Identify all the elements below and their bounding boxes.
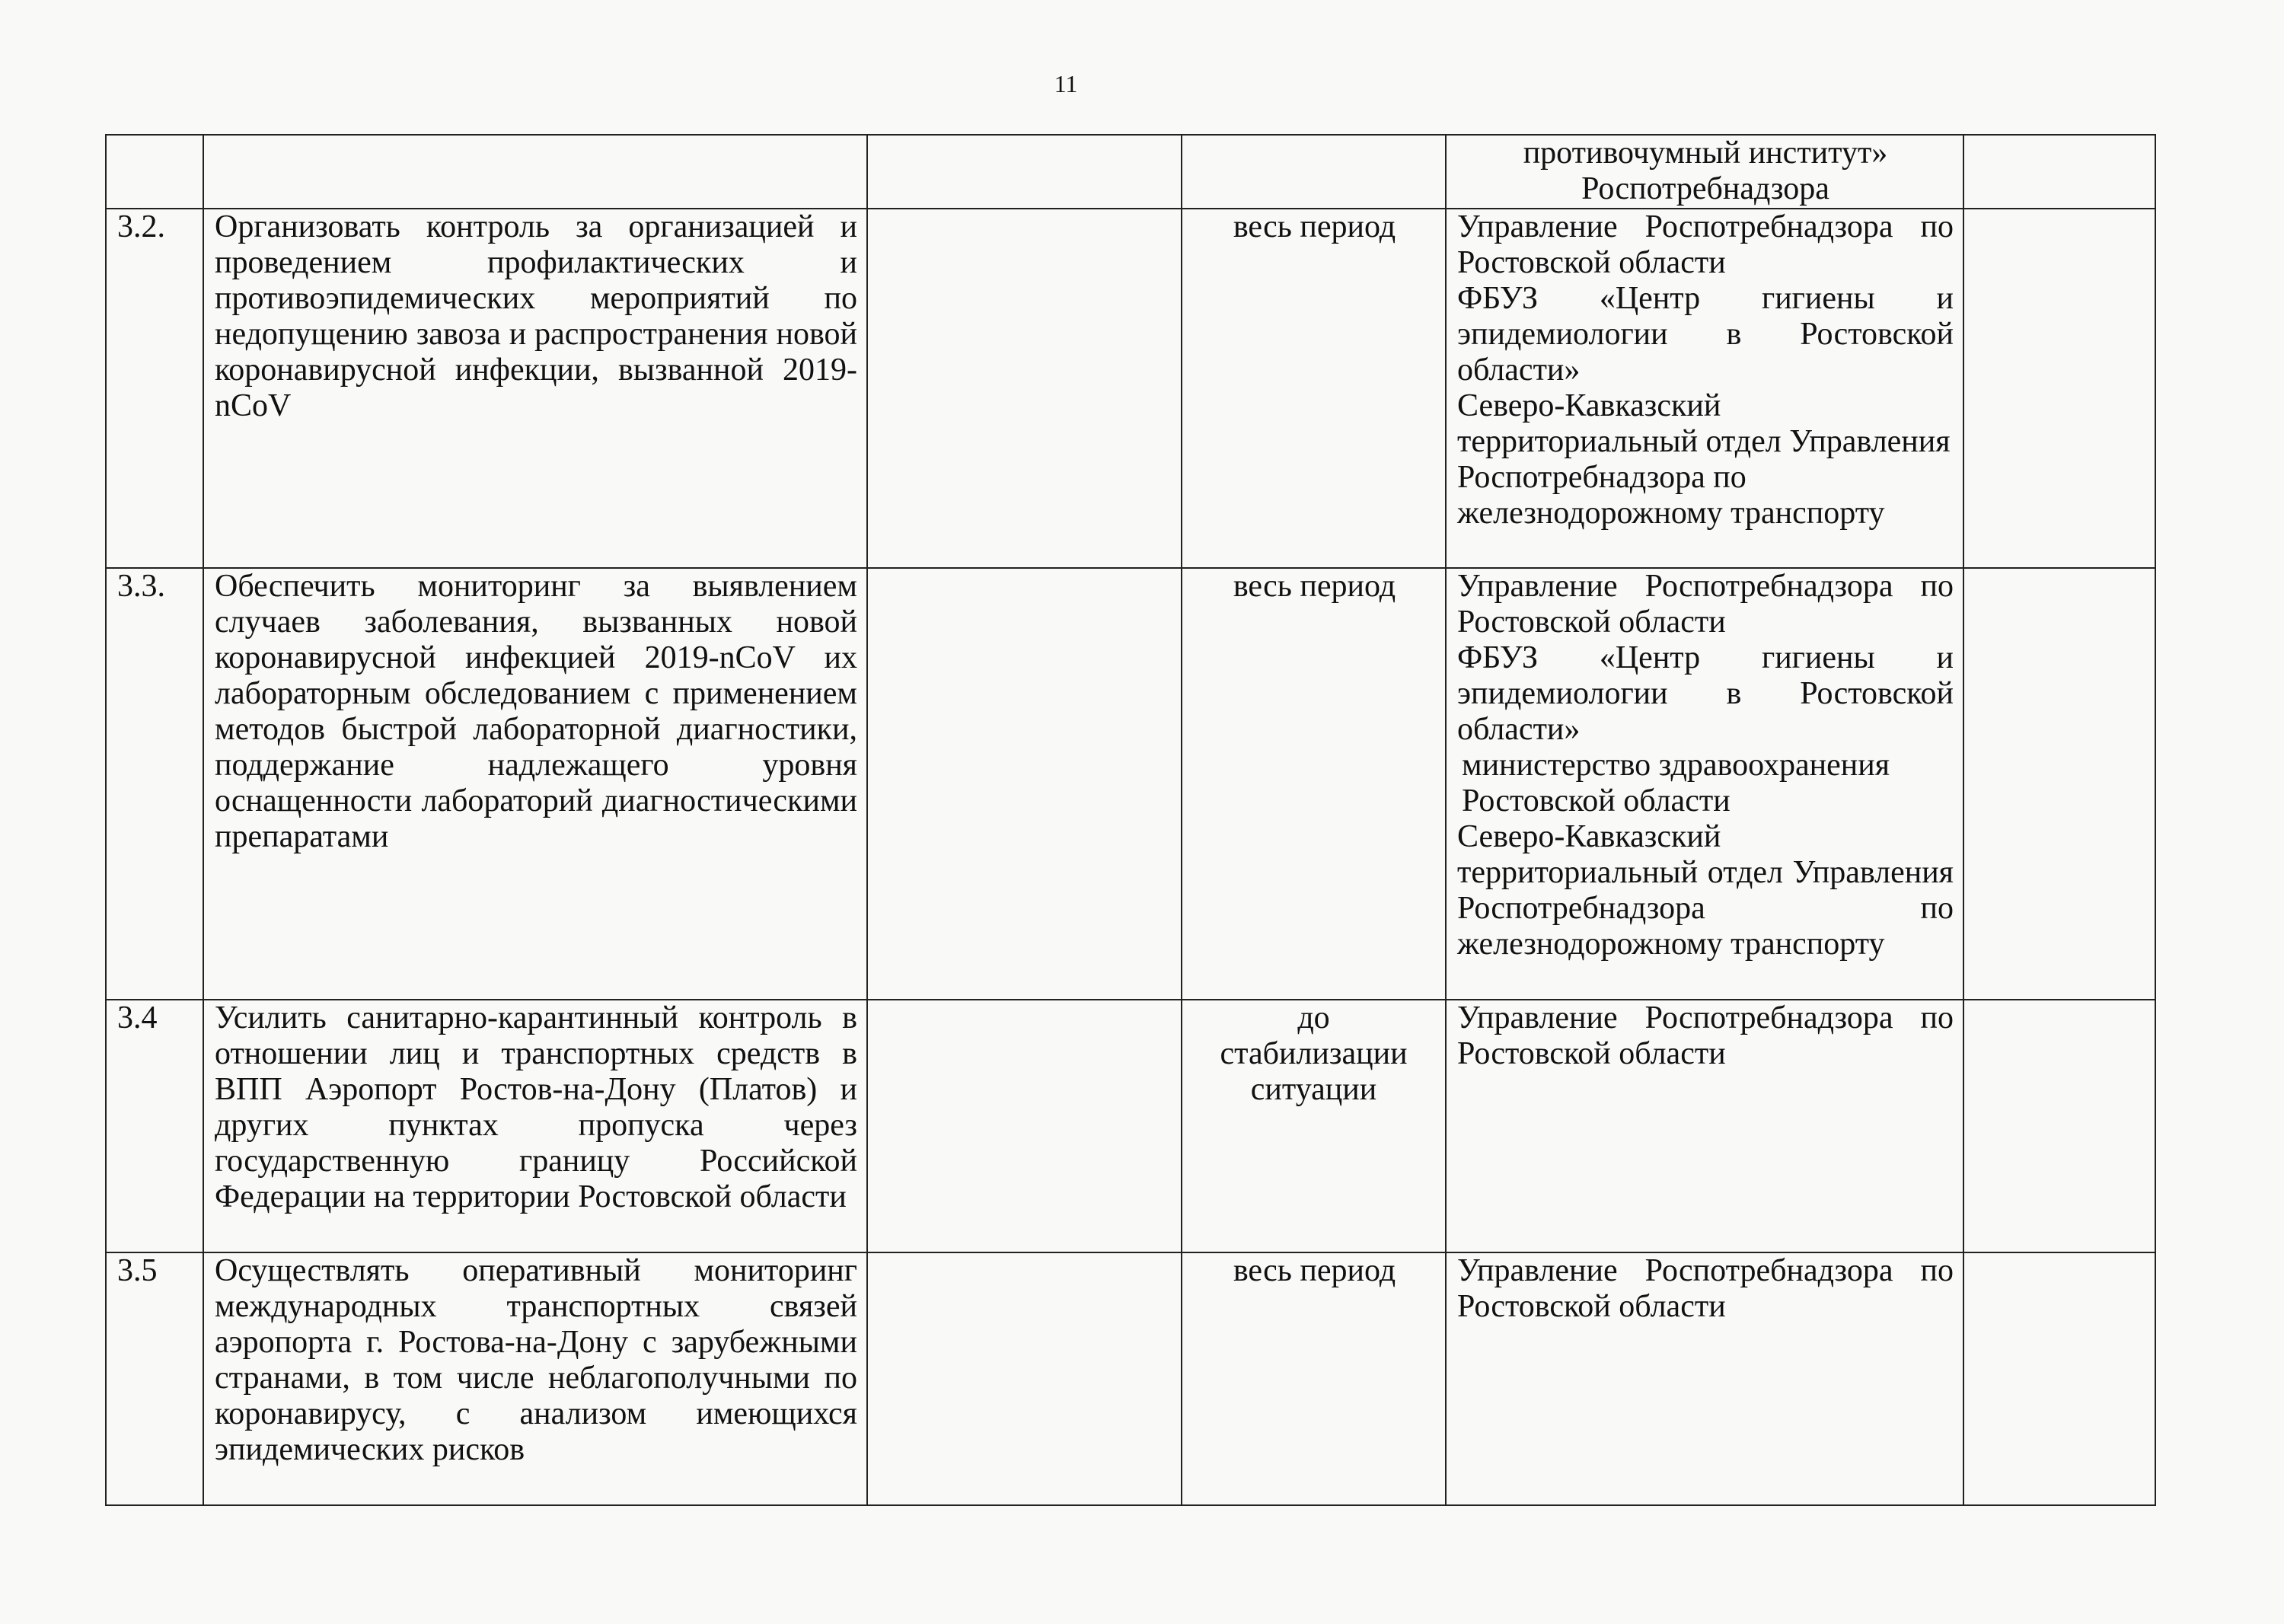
responsible-cell	[1446, 135, 1963, 209]
period-cell: весь период	[1182, 209, 1446, 568]
page-number: 11	[1054, 70, 1078, 97]
responsible-org: Управление Роспотребнадзора по Ростовской области	[1457, 209, 1954, 280]
empty-cell	[867, 209, 1182, 568]
notes-cell	[1963, 1252, 2155, 1505]
responsible-line: противочумный институт»	[1523, 136, 1888, 171]
table-row	[106, 209, 2155, 568]
task-cell	[203, 568, 867, 1000]
row-number: 3.3.	[106, 568, 203, 1000]
task-text: Организовать контроль за организацией и проведением профилактических и противоэпидемических мероприятий по недопущению завоза и распространения новой коронавирусной инфекции, вызванной 2019-nCoV	[215, 209, 857, 423]
empty-cell	[867, 568, 1182, 1000]
row-number: 3.5	[106, 1252, 203, 1505]
notes-cell	[1963, 209, 2155, 568]
notes-cell	[1963, 568, 2155, 1000]
empty-cell	[867, 1000, 1182, 1252]
responsible-org: Управление Роспотребнадзора по Ростовской области	[1457, 569, 1954, 640]
period-cell: весь период	[1182, 1252, 1446, 1505]
table-row	[106, 568, 2155, 1000]
period-cell: весь период	[1182, 568, 1446, 1000]
responsible-cell	[1446, 209, 1963, 568]
period-cell: до стабилизации ситуации	[1182, 1000, 1446, 1252]
row-number: 3.4	[106, 1000, 203, 1252]
table-row	[106, 135, 2155, 209]
table-row	[106, 1252, 2155, 1505]
measures-table	[105, 134, 2156, 1506]
notes-cell	[1963, 1000, 2155, 1252]
responsible-org: Северо-Кавказский территориальный отдел Управления Роспотребнадзора по железнодорожному транспорту	[1457, 388, 1951, 531]
row-number	[106, 135, 203, 209]
notes-cell	[1963, 135, 2155, 209]
responsible-org: Северо-Кавказский территориальный отдел Управления Роспотребнадзора по железнодорожному транспорту	[1457, 819, 1954, 962]
responsible-org: министерство здравоохранения Ростовской области	[1462, 748, 1890, 818]
responsible-line: Роспотребнадзора	[1581, 171, 1829, 206]
table-row	[106, 1000, 2155, 1252]
responsible-org: ФБУЗ «Центр гигиены и эпидемиологии в Ростовской области»	[1457, 281, 1954, 388]
empty-cell	[867, 1252, 1182, 1505]
task-text: Усилить санитарно-карантинный контроль в отношении лиц и транспортных средств в ВПП Аэропорт Ростов-на-Дону (Платов) и других пунктах пропуска через государственную границу Российской Федерации на территории Ростовской области	[215, 1000, 857, 1214]
responsible-cell	[1446, 1000, 1963, 1252]
task-text: Осуществлять оперативный мониторинг международных транспортных связей аэропорта г. Ростова-на-Дону с зарубежными странами, в том числе неблагополучными по коронавирусу, с анализом имеющихся эпидемических рисков	[215, 1253, 857, 1467]
responsible-cell	[1446, 1252, 1963, 1505]
task-cell	[203, 209, 867, 568]
responsible-org: Управление Роспотребнадзора по Ростовской области	[1457, 1000, 1954, 1071]
task-text: Обеспечить мониторинг за выявлением случаев заболевания, вызванных новой коронавирусной инфекцией 2019-nCoV их лабораторным обследованием с применением методов быстрой лабораторной диагностики, поддержание надлежащего уровня оснащенности лабораторий диагностическими препаратами	[215, 569, 857, 854]
task-cell	[203, 1000, 867, 1252]
period-cell	[1182, 135, 1446, 209]
responsible-org: Управление Роспотребнадзора по Ростовской области	[1457, 1253, 1954, 1324]
empty-cell	[867, 135, 1182, 209]
responsible-cell	[1446, 568, 1963, 1000]
task-cell	[203, 135, 867, 209]
task-cell	[203, 1252, 867, 1505]
responsible-org: ФБУЗ «Центр гигиены и эпидемиологии в Ростовской области»	[1457, 640, 1954, 747]
row-number: 3.2.	[106, 209, 203, 568]
